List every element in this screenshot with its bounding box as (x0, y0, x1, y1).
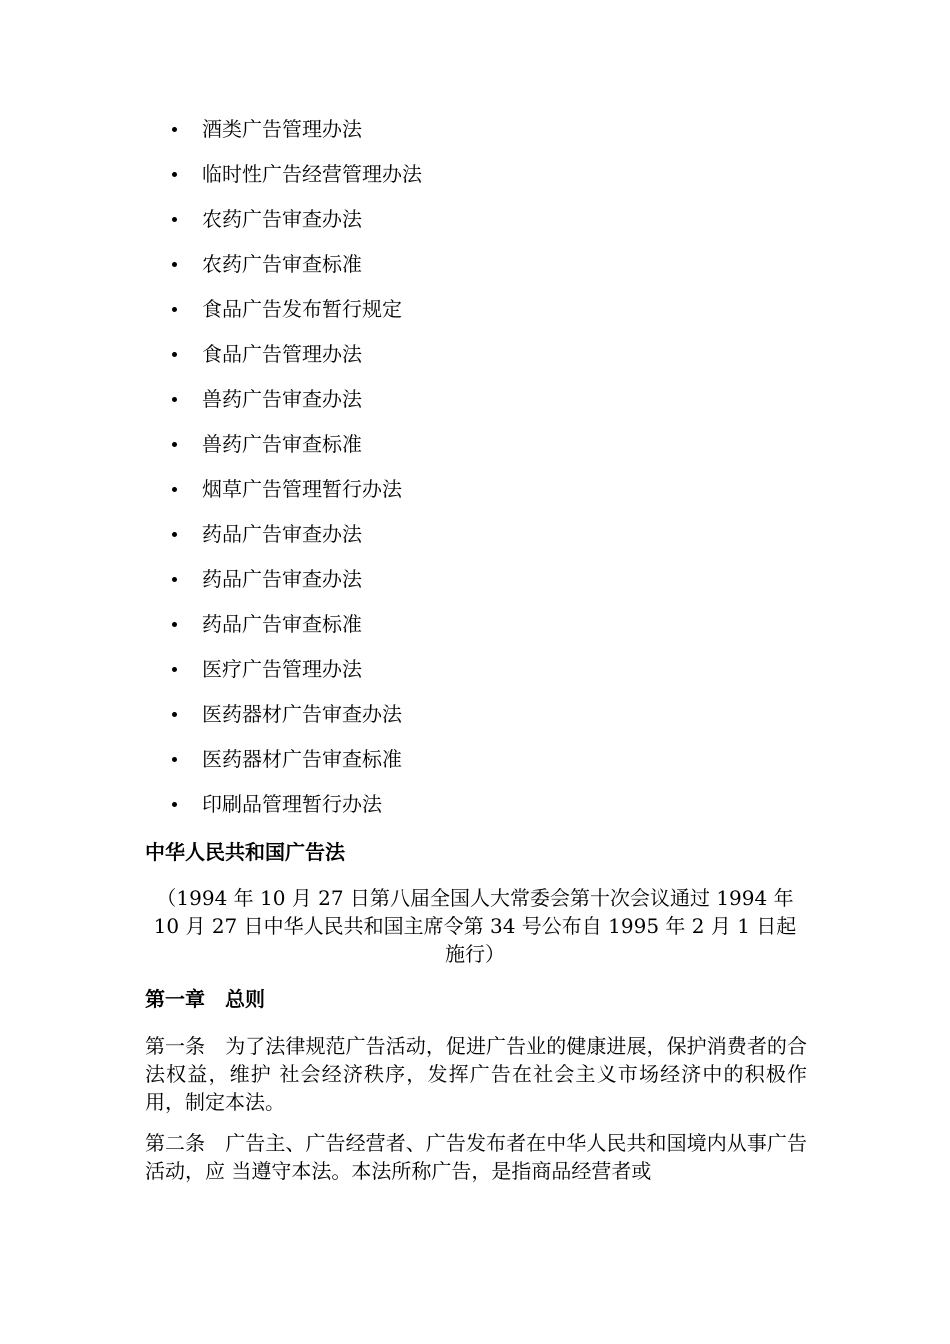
list-item-label: 药品广告审查办法 (202, 567, 362, 591)
bullet-icon (172, 217, 177, 222)
list-item[interactable] (0, 603, 950, 648)
list-item-label: 食品广告管理办法 (202, 342, 362, 366)
list-item-label: 医药器材广告审查标准 (202, 747, 402, 771)
bullet-icon (172, 532, 177, 537)
list-item[interactable] (0, 693, 950, 738)
bullet-icon (172, 712, 177, 717)
article-paragraph (145, 1129, 807, 1185)
list-item-label: 兽药广告审查标准 (202, 432, 362, 456)
article-number: 第二条 (145, 1131, 226, 1155)
list-item-label: 临时性广告经营管理办法 (202, 162, 422, 186)
list-item-label: 酒类广告管理办法 (202, 117, 362, 141)
list-item[interactable] (0, 558, 950, 603)
list-item-label: 食品广告发布暂行规定 (202, 297, 402, 321)
article-text: 为了法律规范广告活动，促进广告业的健康进展，保护消费者的合法权益，维护 社会经济秩序，发挥广告在社会主义市场经济中的积极作用，制定本法。 (145, 1034, 807, 1114)
related-regulations-list (0, 108, 950, 828)
bullet-icon (172, 262, 177, 267)
bullet-icon (172, 577, 177, 582)
bullet-icon (172, 172, 177, 177)
chapter-heading: 第一章 总则 (145, 987, 265, 1011)
list-item[interactable] (0, 333, 950, 378)
bullet-icon (172, 127, 177, 132)
list-item-label: 烟草广告管理暂行办法 (202, 477, 402, 501)
bullet-icon (172, 487, 177, 492)
list-item[interactable] (0, 423, 950, 468)
bullet-icon (172, 307, 177, 312)
list-item[interactable] (0, 468, 950, 513)
bullet-icon (172, 667, 177, 672)
bullet-icon (172, 622, 177, 627)
list-item[interactable] (0, 153, 950, 198)
list-item-label: 医药器材广告审查办法 (202, 702, 402, 726)
article-number: 第一条 (145, 1034, 226, 1058)
list-item-label: 医疗广告管理办法 (202, 657, 362, 681)
list-item-label: 印刷品管理暂行办法 (202, 792, 382, 816)
list-item[interactable] (0, 108, 950, 153)
list-item-label: 药品广告审查标准 (202, 612, 362, 636)
article-paragraph (145, 1032, 807, 1116)
bullet-icon (172, 352, 177, 357)
list-item[interactable] (0, 738, 950, 783)
list-item-label: 农药广告审查标准 (202, 252, 362, 276)
article-text: 广告主、广告经营者、广告发布者在中华人民共和国境内从事广告活动，应 当遵守本法。本法所称广告，是指商品经营者或 (145, 1131, 807, 1183)
list-item[interactable] (0, 198, 950, 243)
list-item[interactable] (0, 378, 950, 423)
list-item[interactable] (0, 648, 950, 693)
law-enactment-note: （1994 年 10 月 27 日第八届全国人大常委会第十次会议通过 1994 年 10 月 27 日中华人民共和国主席令第 34 号公布自 1995 年 2 月 1 日起施行） (153, 886, 797, 966)
list-item[interactable] (0, 288, 950, 333)
bullet-icon (172, 802, 177, 807)
law-title: 中华人民共和国广告法 (145, 840, 345, 864)
list-item[interactable] (0, 243, 950, 288)
list-item-label: 兽药广告审查办法 (202, 387, 362, 411)
list-item-label: 农药广告审查办法 (202, 207, 362, 231)
list-item[interactable] (0, 783, 950, 828)
bullet-icon (172, 397, 177, 402)
bullet-icon (172, 442, 177, 447)
list-item[interactable] (0, 513, 950, 558)
list-item-label: 药品广告审查办法 (202, 522, 362, 546)
bullet-icon (172, 757, 177, 762)
